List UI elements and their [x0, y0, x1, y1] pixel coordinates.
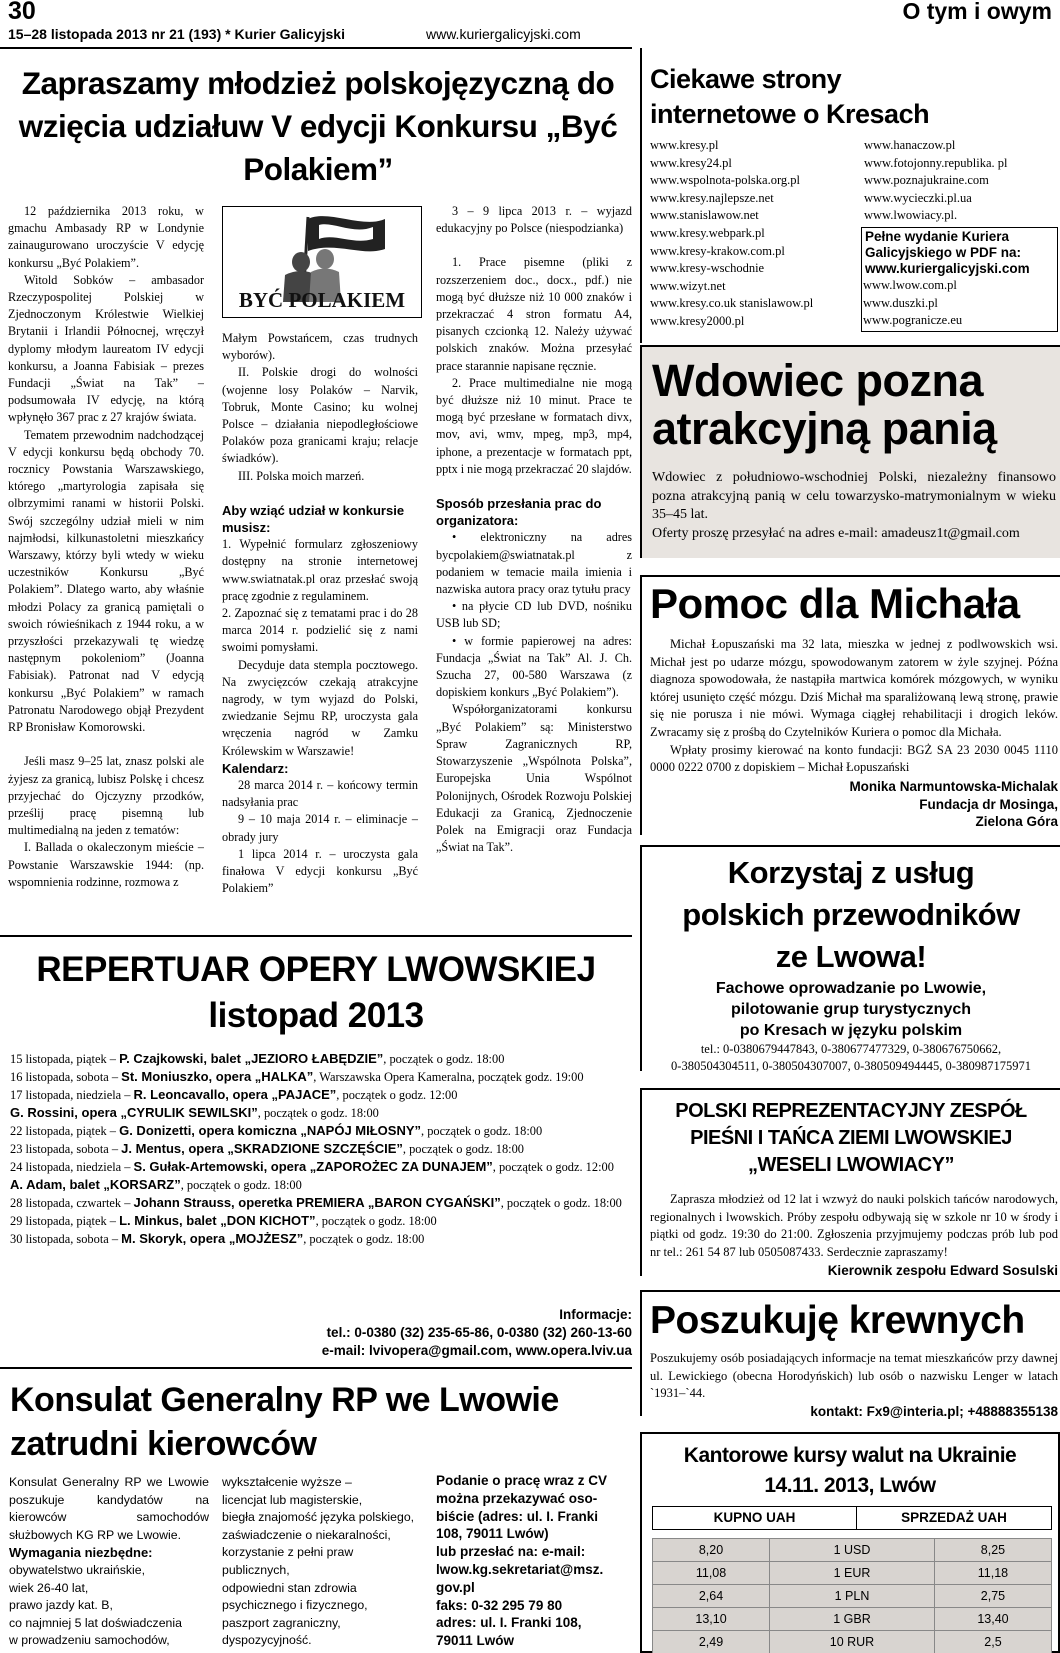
line: adres: ul. I. Franki 108, — [436, 1615, 582, 1631]
line: Podanie o pracę wraz z CV — [436, 1473, 608, 1488]
link[interactable]: www.wizyt.net — [650, 278, 726, 293]
opera-repertoire — [10, 1050, 632, 1248]
box-line: Pełne wydanie Kuriera — [865, 229, 1010, 244]
paragraph: 2. Zapoznać się z tematami prac i do 28 marca 2014 r. podzielić się z nami swoimi pomysłami. — [222, 606, 418, 655]
link[interactable]: www.kresy24.pl — [650, 155, 732, 170]
table-cell: 8,25 — [934, 1539, 1051, 1562]
konsulat-title: Konsulat Generalny RP we Lwowie — [10, 1381, 559, 1419]
table-cell: 1 PLN — [770, 1585, 935, 1608]
paragraph: II. Polskie drogi do wolności (wojenne losy Polaków – Narvik, Tobruk, Monte Casino; ku wolnej Polsce – działania niepodległościowe Polaków poza granicami kraju; relacje świadków). — [222, 365, 418, 466]
konsulat-col-1 — [9, 1474, 209, 1650]
krewni-title: Poszukuję krewnych — [650, 1299, 1025, 1342]
divider — [0, 1367, 632, 1369]
list-item: 28 listopada, czwartek – Johann Strauss, operetka PREMIERA „BARON CYGAŃSKI”, początek o godz. 18:00 — [10, 1195, 622, 1210]
list-item: licencjat lub magisterskie, — [222, 1492, 363, 1507]
paragraph: 12 października 2013 roku, w gmachu Ambasady RP w Londynie zainaugurowano uroczyście V edycję konkursu „Być Polakiem”. — [8, 204, 204, 270]
paragraph: 2. Prace multimedialne nie mogą być dłuższe niż 10 minut. Prace te mogą być przesłane w formatach divx, mov, avi, wmv, mpeg, mp3, mp4, iphone, a prezentacje w formatach ppt, pptx i nie mogą przekraczać 20 slajdów. — [436, 375, 632, 476]
list-item: 15 listopada, piątek – P. Czajkowski, balet „JEZIORO ŁABĘDZIE”, początek o godz. 18:00 — [10, 1051, 505, 1066]
list-item: 17 listopada, niedziela – R. Leoncavallo, opera „PAJACE”, początek o godz. 12:00 — [10, 1087, 458, 1102]
paragraph: 9 – 10 maja 2014 r. – eliminacje – obrady jury — [222, 812, 418, 844]
table-row — [653, 1539, 1052, 1562]
link[interactable]: www.lwowiacy.pl. — [864, 208, 958, 223]
paragraph: 28 marca 2014 r. – końcowy termin nadsyłania prac — [222, 778, 418, 810]
kursy-box — [640, 1432, 1060, 1653]
email-link[interactable]: lwow.kg.sekretariat@msz. — [436, 1561, 604, 1577]
zespol-ad — [642, 1098, 1060, 1179]
list-item: odpowiedni stan zdrowia — [222, 1580, 357, 1595]
info-email[interactable]: e-mail: lvivopera@gmail.com, www.opera.lviv.ua — [321, 1343, 632, 1358]
table-cell: 8,20 — [653, 1539, 770, 1562]
wdowiec-title-1: Wdowiec pozna — [652, 355, 983, 406]
link[interactable]: www.lwow.com.pl — [863, 278, 957, 292]
divider — [640, 845, 1060, 847]
line: 79011 Lwów — [436, 1633, 515, 1649]
table-cell: 10 RUR — [770, 1631, 935, 1653]
heading: Wymagania niezbędne: — [9, 1545, 153, 1561]
link[interactable]: www.kresy.pl — [650, 138, 719, 152]
paragraph: Konsulat Generalny RP we Lwowie poszukuje kandydatów na kierowców samochodów służbowych KG RP we Lwowie. — [9, 1475, 209, 1542]
paragraph: Jeśli masz 9–25 lat, znasz polski ale żyjesz za granicą, lubisz Polskę i chcesz przyjechać do Ojczyzny przodków, prześlij pracę pisemną lub multimedialną na jeden z tematów: — [8, 754, 204, 838]
section-name: O tym i owym — [902, 0, 1052, 24]
wdowiec-title-2: atrakcyjną panią — [652, 403, 997, 454]
link[interactable]: www.pogranicze.eu — [863, 313, 963, 328]
link[interactable]: www.hanaczow.pl — [864, 138, 956, 152]
list-item: 22 listopada, piątek – G. Donizetti, opera komiczna „NAPÓJ MIŁOSNY”, początek o godz. 18:00 — [10, 1123, 543, 1138]
header-rule — [0, 47, 632, 49]
issue-info: 15–28 listopada 2013 nr 21 (193) * Kurier Galicyjski — [8, 26, 345, 42]
divider — [0, 935, 632, 937]
przewodnik-phone: tel.: 0-0380679447843, 0-380677477329, 0-380676750662, — [700, 1042, 1002, 1056]
przewodnik-sub: Fachowe oprowadzanie po Lwowie, — [715, 980, 987, 997]
paragraph: I. Ballada o okaleczonym mieście – Powstanie Warszawskie 1944: (np. wspomnienia rodzinne, rozmowa z — [8, 840, 204, 889]
list-item: prawo jazdy kat. B, — [9, 1598, 113, 1613]
konsulat-col-2 — [222, 1474, 422, 1650]
paragraph: 1. Wypełnić formularz zgłoszeniowy dostępny na stronie internetowej www.swiatnatak.pl oraz przesłać swoją pracę zgodnie z regulaminem. — [222, 537, 418, 603]
divider — [640, 1290, 1060, 1292]
link[interactable]: www.stanislawow.net — [650, 208, 759, 223]
heading: Sposób przesłania prac do organizatora: — [436, 496, 602, 529]
konkurs-col-1 — [8, 203, 204, 923]
paragraph: III. Polska moich marzeń. — [238, 468, 365, 483]
divider — [640, 575, 1060, 577]
table-row — [653, 1631, 1052, 1653]
paragraph: 1. Prace pisemne (pliki z rozszerzeniem doc., docx., pdf.) nie mogą być dłuższe niż 10 000 znaków i przekraczać 4 stron formatu A4, pisanych czcionką 12. Należy używać polskich znaków. Można przesyłać prace starannie napisane ręcznie. — [436, 255, 632, 373]
column-header-sell: SPRZEDAŻ UAH — [901, 1510, 1007, 1525]
column-rule — [640, 575, 642, 835]
krewni-contact[interactable]: kontakt: Fx9@interia.pl; +48888355138 — [810, 1404, 1058, 1419]
line: lub przesłać na: e-mail: — [436, 1544, 586, 1560]
link[interactable]: www.kresy-wschodnie — [650, 261, 765, 276]
przewodnik-title: polskich przewodników — [682, 897, 1020, 932]
kursy-header-row — [652, 1506, 1052, 1530]
zespol-signature: Kierownik zespołu Edward Sosulski — [827, 1263, 1058, 1278]
list-item: biegła znajomość języka polskiego, — [222, 1510, 415, 1525]
michal-title: Pomoc dla Michała — [650, 580, 1020, 627]
list-item: 29 listopada, piątek – L. Minkus, balet „DON KICHOT”, początek o godz. 18:00 — [10, 1213, 437, 1228]
link[interactable]: www.fotojonny.republika. pl — [864, 155, 1008, 170]
info-phone: tel.: 0-0380 (32) 235-65-86, 0-0380 (32) 260-13-60 — [326, 1325, 632, 1340]
link[interactable]: www.poznajukraine.com — [864, 173, 989, 188]
link[interactable]: www.kresy-krakow.com.pl — [650, 243, 785, 258]
konsulat-col-3 — [436, 1472, 632, 1650]
table-row — [653, 1585, 1052, 1608]
michal-signature: Monika Narmuntowska-Michalak Fundacja dr Mosinga, Zielona Góra — [849, 779, 1058, 830]
heading: Aby wziąć udział w konkursie musisz: — [222, 502, 405, 536]
column-rule — [640, 1290, 642, 1416]
list-item: w prowadzeniu samochodów, — [9, 1633, 170, 1648]
line: 108, 79011 Lwów) — [436, 1526, 549, 1542]
box-link[interactable]: www.kuriergalicyjski.com — [865, 261, 1030, 276]
zespol-title: POLSKI REPREZENTACYJNY ZESPÓŁ — [675, 1100, 1027, 1122]
list-item: publicznych, — [222, 1562, 290, 1577]
table-cell: 11,08 — [653, 1562, 770, 1585]
info-label: Informacje: — [559, 1307, 632, 1322]
list-item: psychicznego i fizycznego, — [222, 1598, 368, 1613]
heading: Kalendarz: — [222, 760, 289, 776]
table-cell: 11,18 — [934, 1562, 1051, 1585]
konsulat-subtitle: zatrudni kierowców — [10, 1425, 317, 1463]
table-cell: 1 EUR — [770, 1562, 935, 1585]
michal-text: Michał Łopuszański ma 32 lata, mieszka w jednej z podlwowskich wsi. Michał jest po udarze mózgu, spowodowanym zatorem w żyle szyjnej. Późna diagnoza spowodowała, że nastąpiła martwica komórek mózgowych, w wyniku której usunięto część mózgu. Dziś Michał ma sparaliżowaną lewą stronę, prawie się nie porusza i nie mówi. Wymaga ciągłej rehabilitacji i drogich leków. Zwracamy się z prośbą do Czytelników Kuriera o pomoc dla Michała. Wpłaty prosimy kierować na konto fundacji: BGŻ SA 23 2030 0045 1110 0000 0222 0700 z dopiskiem – Michał Łopuszański — [650, 637, 1058, 775]
email-link[interactable]: gov.pl — [436, 1579, 475, 1595]
kursy-table — [652, 1538, 1052, 1653]
table-cell: 1 USD — [770, 1539, 935, 1562]
paragraph: Małym Powstańcem, czas trudnych wyborów). — [222, 331, 418, 363]
column-rule — [640, 48, 642, 343]
opera-subtitle: listopad 2013 — [208, 996, 424, 1035]
link[interactable]: www.kresy.najlepsze.net — [650, 190, 774, 205]
paragraph: Decyduje data stempla pocztowego. Na zwycięzców czekają atrakcyjne nagrody, w tym wyjazd do Polski, zwiedzanie Sejmu RP, uroczysta gala wręczenia nagród w Zamku Królewskim w Warszawie! — [222, 657, 418, 758]
kursy-title: Kantorowe kursy walut na Ukrainie — [683, 1444, 1017, 1467]
zespol-title: PIEŚNI I TAŃCA ZIEMI LWOWSKIEJ — [690, 1127, 1012, 1149]
strony-left-list — [650, 137, 813, 331]
strony-right-list — [864, 137, 1008, 225]
paragraph: 3 – 9 lipca 2013 r. – wyjazd edukacyjny po Polsce (niespodzianka) — [436, 204, 632, 236]
paragraph: Tematem przewodnim nadchodzącej V edycji konkursu będą obchody 70. rocznicy Powstania Warszawskiego, którego „martyrologia zapisała się olbrzymimi ranami w historii Polski. Swój szczególny udział mieli w nim najmłodsi, kilkunastoletni mieszkańcy Warszawy, którzy byli wtedy w wieku uczestników Konkursu „Być Polakiem”. Dlatego warto, aby właśnie młodzi Polacy za granicą pamiętali o swoich rówieśnikach z 1944 roku, a w przyszłości przekazywali tę wiedzę następnym pokoleniom” (Joanna Fabisiak). Patronat nad V edycją konkursu „Być Polakiem” w ramach Patronatu Narodowego objął Prezydent RP Bronisław Komorowski. — [8, 427, 204, 735]
wdowiec-text: Wdowiec z południowo-wschodniej Polski, niezależny finansowo pozna atrakcyjną panią w celu towarzysko-matrymonialnym w wieku 35–45 lat. Oferty proszę przesyłać na adres e-mail: amadeusz1t@gmail.com — [652, 470, 1056, 541]
table-row — [653, 1562, 1052, 1585]
logo-text: BYĆ POLAKIEM — [238, 288, 406, 312]
line: biście (adres: ul. I. Franki — [436, 1508, 599, 1524]
link[interactable]: www.wycieczki.pl.ua — [864, 190, 972, 205]
page-number: 30 — [8, 0, 36, 25]
kursy-date: 14.11. 2013, Lwów — [764, 1474, 936, 1497]
link[interactable]: www.kresy.co.uk stanislawow.pl — [650, 296, 814, 311]
przewodnik-title: Korzystaj z usług — [727, 855, 975, 890]
list-item: A. Adam, balet „KORSARZ”, początek o godz. 18:00 — [10, 1177, 302, 1192]
przewodnik-phone: 0-380504304511, 0-380504307007, 0-380509494445, 0-380987175971 — [671, 1059, 1031, 1073]
table-cell: 2,49 — [653, 1631, 770, 1653]
link[interactable]: www.duszki.pl — [863, 295, 938, 310]
list-item: dyspozycyjność. — [222, 1633, 312, 1648]
przewodnik-ad — [642, 852, 1060, 1075]
wdowiec-ad — [640, 345, 1060, 558]
strony-title: Ciekawe strony internetowe o Kresach — [650, 64, 930, 129]
website[interactable]: www.kuriergalicyjski.com — [426, 26, 581, 42]
zespol-text: Zaprasza młodzież od 12 lat i wzwyż do nauki polskich tańców narodowych, regionalnych i lwowskich. Próby zespołu odbywają się w szkole nr 10 w środy i piątki od godz. 19:30 do 21:00. Zgłoszenia przyjmujemy podczas prób lub pod nr tel.: 261 54 87 lub 0505087433. Serdecznie zapraszamy! — [650, 1192, 1058, 1259]
list-item: co najmniej 5 lat doświadczenia — [9, 1615, 182, 1630]
list-item: 16 listopada, sobota – St. Moniuszko, opera „HALKA”, Warszawska Opera Kameralna, początek godz. 19:00 — [10, 1069, 584, 1084]
table-cell: 2,64 — [653, 1585, 770, 1608]
paragraph: Współorganizatorami konkursu „Być Polakiem” są: Ministerstwo Spraw Zagranicznych RP, Stowarzyszenie „Wspólnota Polska”, Europejska Unia Wspólnot Polonijnych, Ośrodek Rozwoju Polskiej Edukacji za Granicą, Zjednoczenie Polek na Emigracji oraz Fundacja „Świat na Tak”. — [436, 702, 632, 855]
pdf-edition-box — [861, 227, 1058, 332]
przewodnik-title: ze Lwowa! — [775, 939, 927, 974]
column-header-buy: KUPNO UAH — [653, 1507, 857, 1529]
paragraph: • w formie papierowej na adres: Fundacja „Świat na Tak” Al. J. Ch. Szucha 27, 00-580 Warszawa (z dopiskiem konkurs „Być Polakiem”). — [436, 633, 632, 700]
paragraph: • na płycie CD lub DVD, nośniku USB lub SD; — [436, 599, 632, 631]
paragraph: 1 lipca 2014 r. – uroczysta gala finałowa V edycji konkursu „Być Polakiem” — [222, 846, 418, 896]
konkurs-col-3 — [436, 203, 632, 923]
list-item: G. Rossini, opera „CYRULIK SEWILSKI”, początek o godz. 18:00 — [10, 1105, 379, 1120]
list-item: paszport zagraniczny, — [222, 1615, 341, 1630]
byc-polakiem-logo — [222, 206, 422, 318]
table-row — [653, 1608, 1052, 1631]
list-item: wiek 26-40 lat, — [9, 1580, 89, 1595]
zespol-title: „WESELI LWOWIACY” — [748, 1154, 954, 1176]
link[interactable]: www.kresy.webpark.pl — [650, 225, 765, 240]
list-item: wykształcenie wyższe – — [222, 1475, 352, 1489]
table-cell: 2,75 — [934, 1585, 1051, 1608]
list-item: zaświadczenie o niekaralności, — [222, 1527, 391, 1542]
list-item: korzystanie z pełni praw — [222, 1545, 354, 1560]
przewodnik-sub: pilotowanie grup turystycznych — [730, 1001, 972, 1018]
konkurs-col-2 — [222, 330, 418, 930]
paragraph: Witold Sobków – ambasador Rzeczypospolitej Polskiej w Zjednoczonym Królestwie Wielkiej Brytanii i Irlandii Północnej, wręczył dyplomy młodym laureatom IV edycji konkursu, a Joanna Fabisiak – prezes Fundacji „Świat na Tak” – podsumowała IV edycję, na którą wpłynęło 367 prac z 27 krajów świata. — [8, 272, 204, 425]
przewodnik-sub: po Kresach w języku polskim — [739, 1022, 963, 1039]
link[interactable]: www.kresy2000.pl — [650, 313, 745, 328]
line: faks: 0-32 295 79 80 — [436, 1597, 563, 1613]
list-item: obywatelstwo ukraińskie, — [9, 1562, 146, 1577]
box-line: Galicyjskiego w PDF na: — [865, 245, 1022, 260]
table-cell: 1 GBR — [770, 1608, 935, 1631]
opera-title: REPERTUAR OPERY LWOWSKIEJ — [36, 950, 596, 989]
line: można przekazywać oso- — [436, 1490, 598, 1506]
table-cell: 13,40 — [934, 1608, 1051, 1631]
krewni-text: Poszukujemy osób posiadających informacje na temat mieszkańców przy dawnej ul. Lewickiego (obecna Horodyńskich) lub osób o nazwisku Lenger w latach `1931–`44. — [650, 1351, 1058, 1401]
divider — [640, 1088, 1060, 1090]
list-item: 24 listopada, niedziela – S. Gułak-Artemowski, opera „ZAPOROŻEC ZA DUNAJEM”, początek o godz. 12:00 — [10, 1159, 614, 1174]
opera-info — [322, 1306, 632, 1360]
list-item: 23 listopada, sobota – J. Mentus, opera „SKRADZIONE SZCZĘŚCIE”, początek o godz. 18:00 — [10, 1141, 524, 1156]
konkurs-title: Zapraszamy młodzież polskojęzyczną do wzięcia udziałuw V edycji Konkursu „Być Polakiem” — [18, 65, 618, 187]
link[interactable]: www.wspolnota-polska.org.pl — [650, 173, 800, 188]
table-cell: 13,10 — [653, 1608, 770, 1631]
table-cell: 2,5 — [934, 1631, 1051, 1653]
list-item: 30 listopada, sobota – M. Skoryk, opera „MOJŻESZ”, początek o godz. 18:00 — [10, 1231, 425, 1246]
paragraph: • elektroniczny na adres bycpolakiem@swiatnatak.pl z podaniem w temacie maila imienia i nazwiska autora pracy oraz tytułu pracy — [436, 530, 632, 597]
